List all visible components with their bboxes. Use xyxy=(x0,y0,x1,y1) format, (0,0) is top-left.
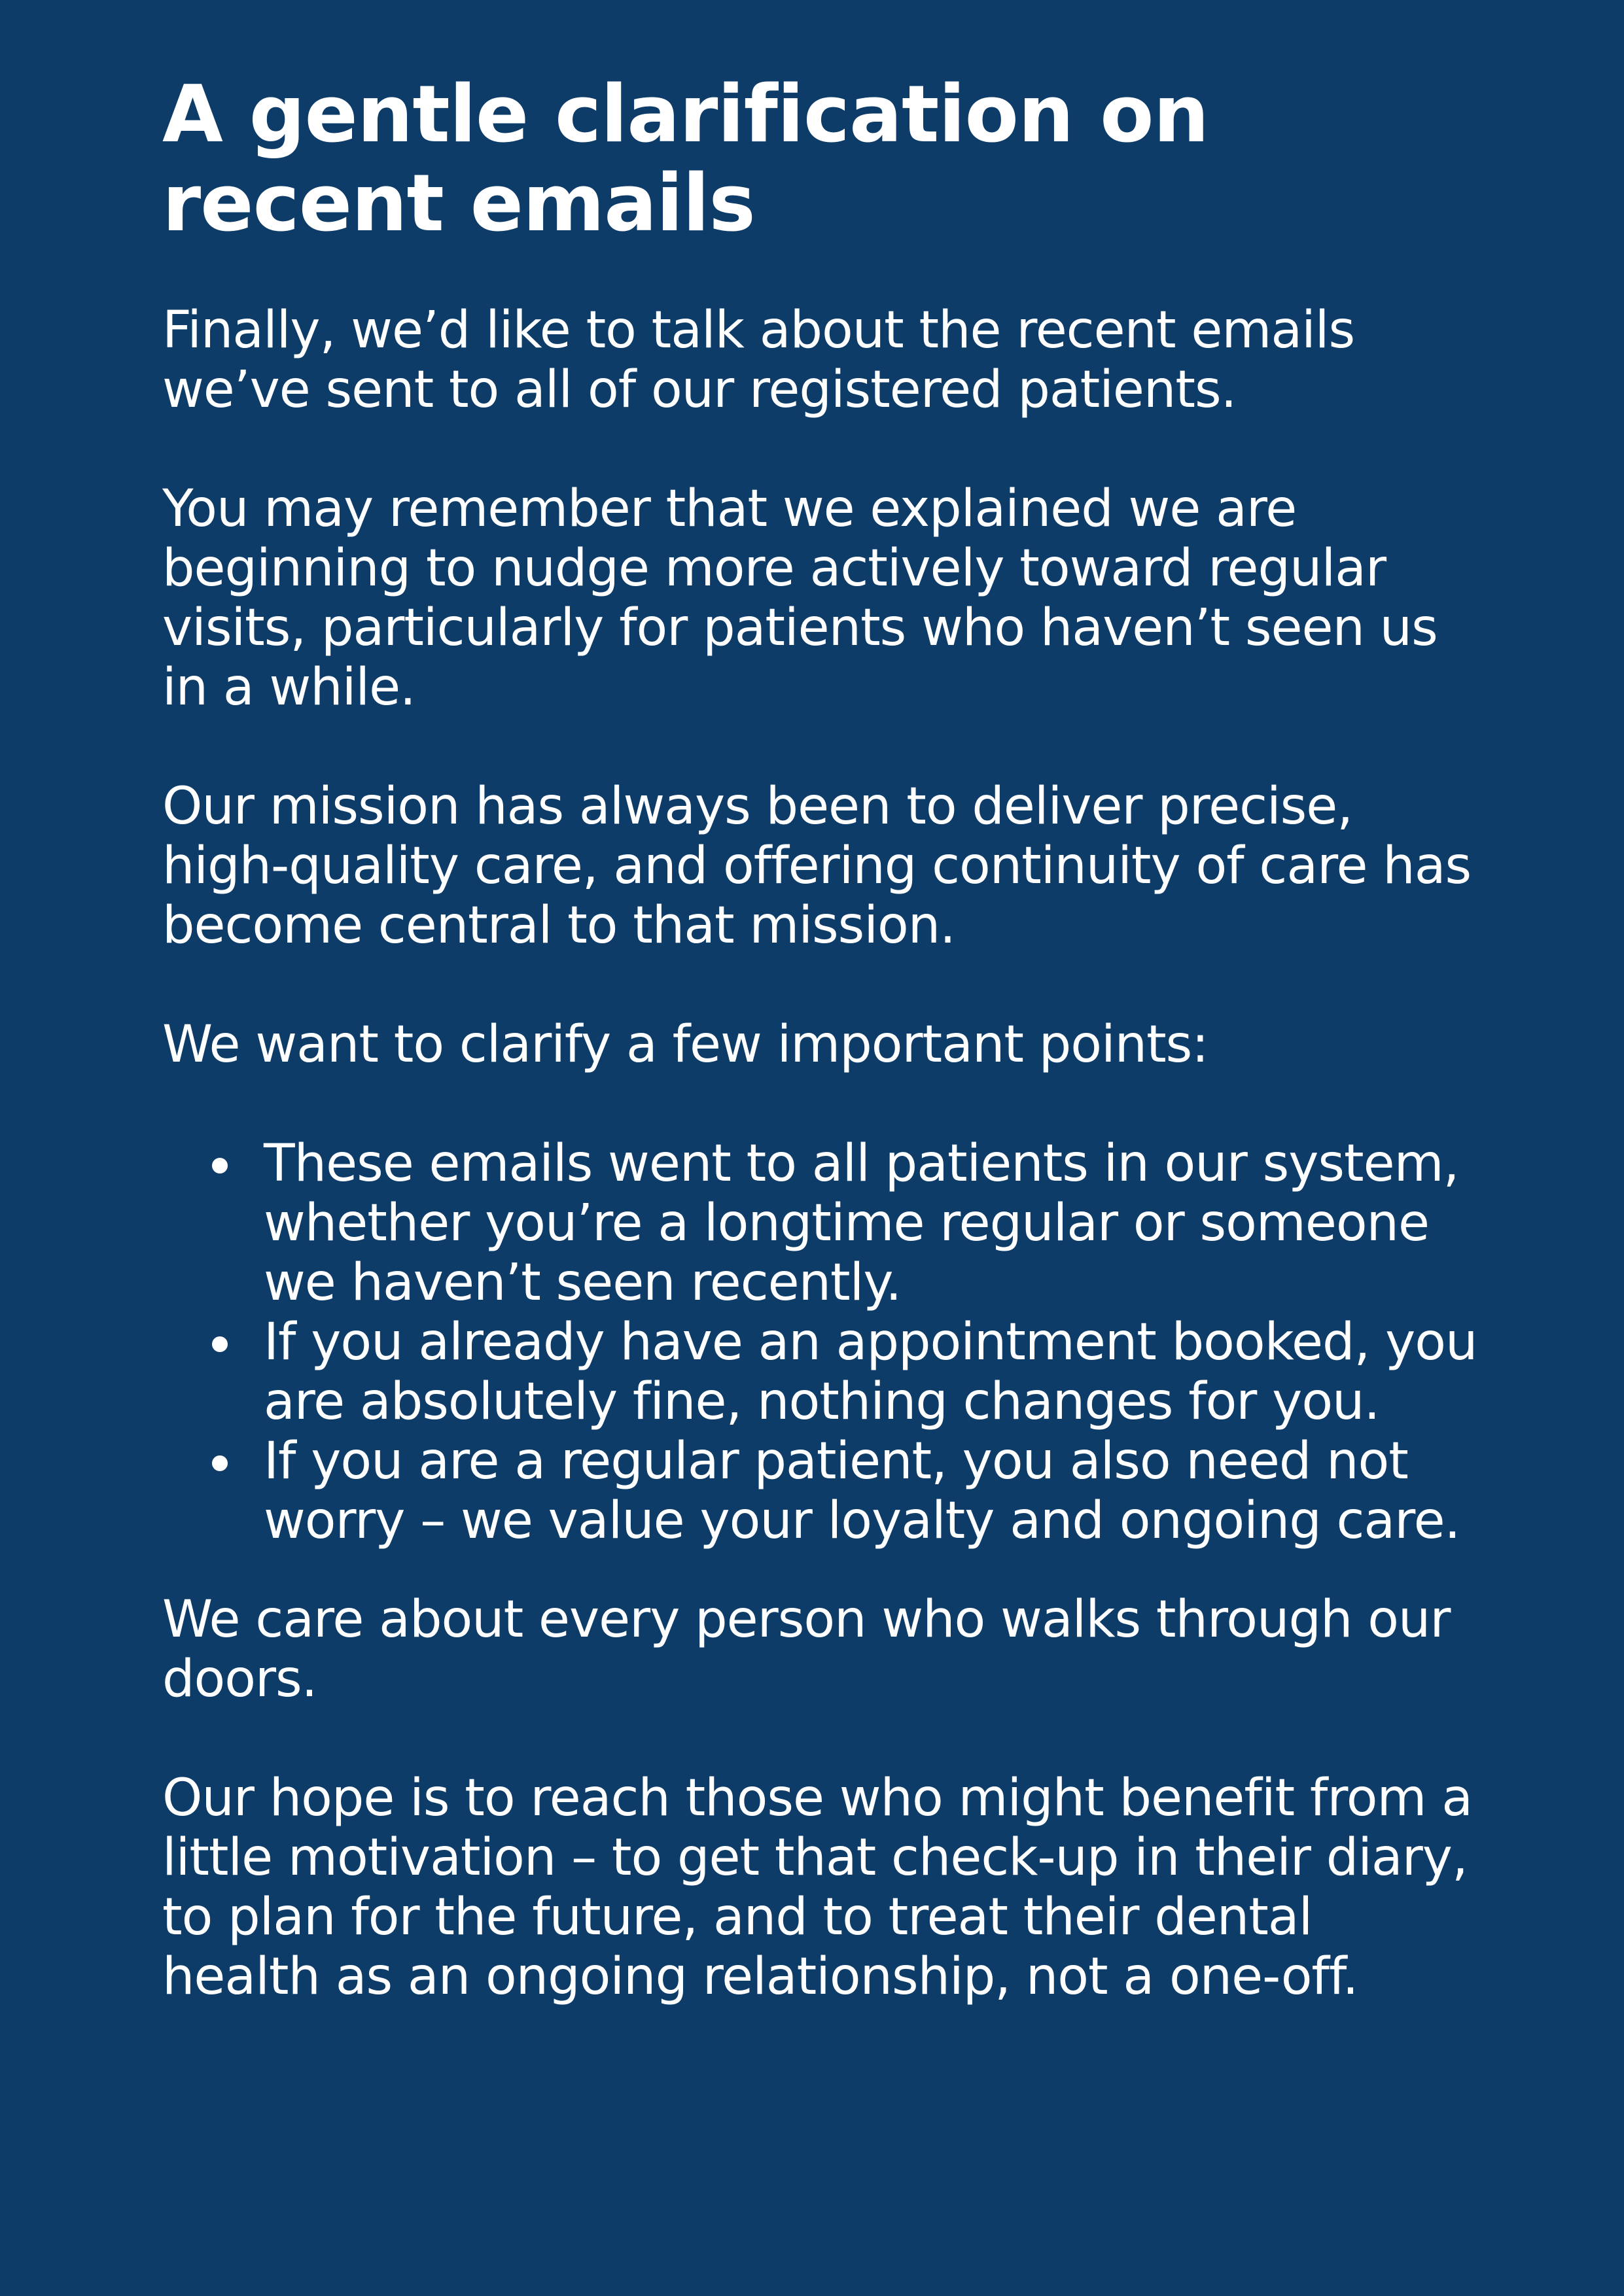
list-item-text: If you already have an appointment booked, you are absolutely fine, nothing changes for you. xyxy=(264,1313,1477,1431)
bullet-icon xyxy=(212,1336,228,1352)
paragraph-clarify-lead: We want to clarify a few important points: xyxy=(162,1015,1209,1074)
bullet-icon xyxy=(212,1158,228,1174)
paragraph-mission: Our mission has always been to deliver precise, high-quality care, and offering continuity of care has become central to that mission. xyxy=(162,777,1472,955)
list-item xyxy=(162,1432,1484,1551)
list-item-text: These emails went to all patients in our system, whether you’re a longtime regular or someone we haven’t seen recently. xyxy=(264,1134,1459,1312)
page-title: A gentle clarification on recent emails xyxy=(162,69,1209,249)
bullet-list xyxy=(162,1134,1484,1551)
list-item-text: If you are a regular patient, you also need not worry – we value your loyalty and ongoing care. xyxy=(264,1432,1460,1550)
paragraph-care: We care about every person who walks through our doors. xyxy=(162,1590,1451,1709)
bullet-icon xyxy=(212,1455,228,1471)
list-item xyxy=(162,1134,1484,1313)
list-item xyxy=(162,1313,1484,1432)
paragraph-reminder: You may remember that we explained we are beginning to nudge more actively toward regular visits, particularly for patients who haven’t seen us in a while. xyxy=(162,479,1438,717)
document-page xyxy=(162,71,1484,2007)
paragraph-intro: Finally, we’d like to talk about the recent emails we’ve sent to all of our registered patients. xyxy=(162,301,1355,419)
paragraph-hope: Our hope is to reach those who might benefit from a little motivation – to get that check-up in their diary, to plan for the future, and to treat their dental health as an ongoing relationship, not a one-off. xyxy=(162,1769,1473,2006)
